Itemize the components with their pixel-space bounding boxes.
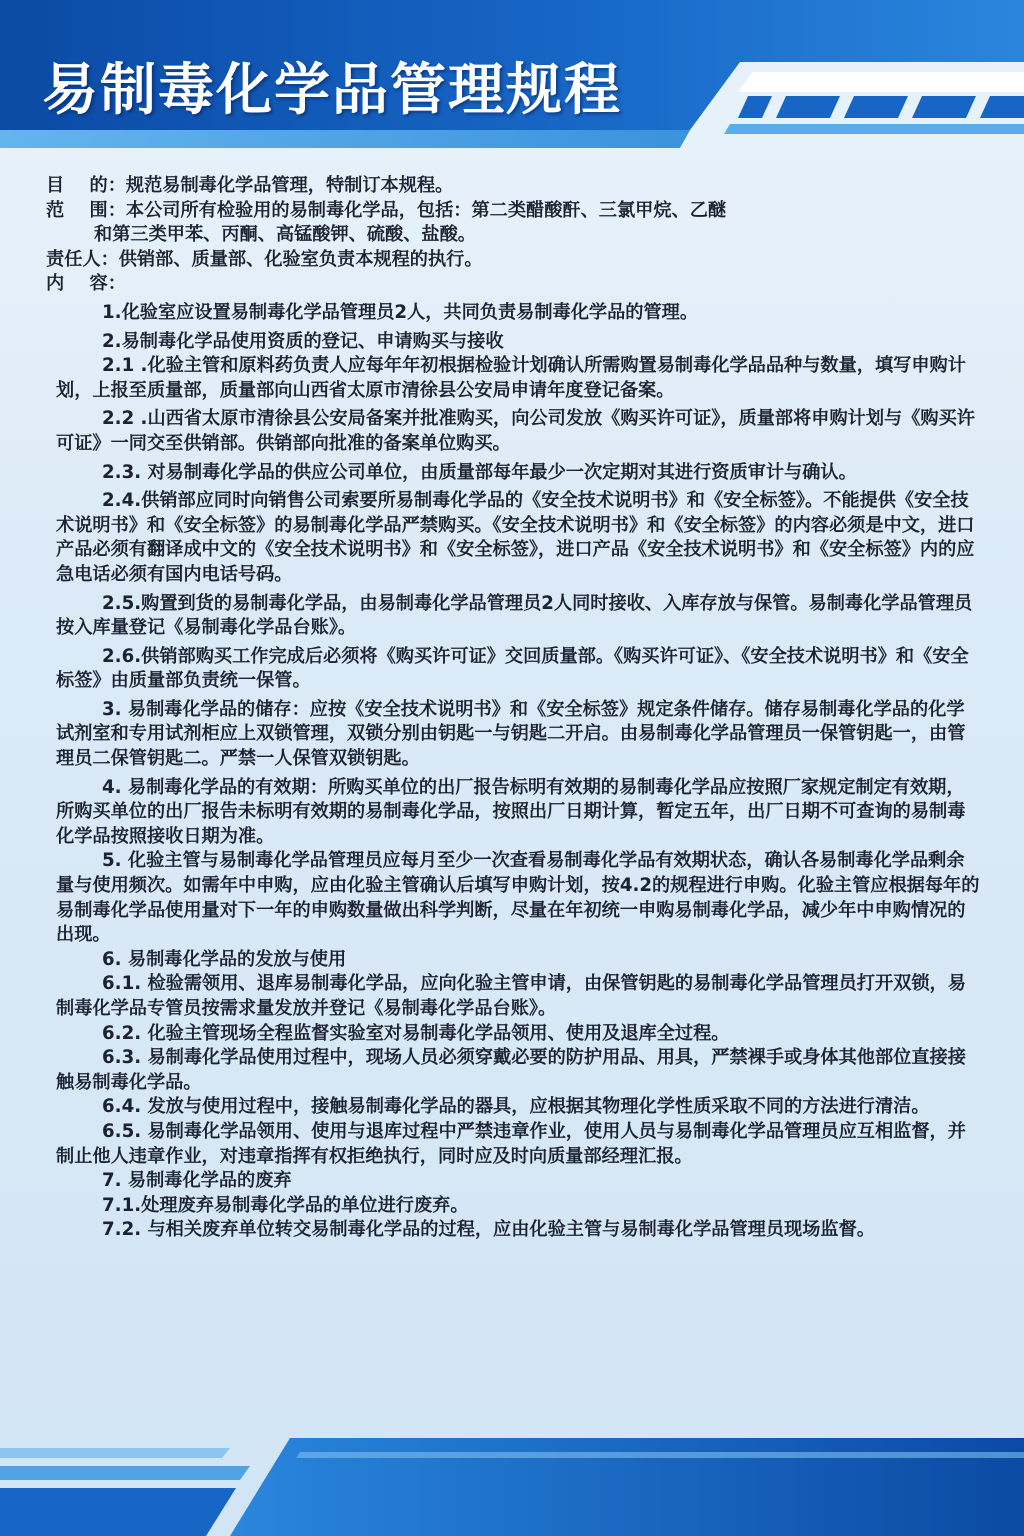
owner-text: 供销部、质量部、化验室负责本规程的执行。 bbox=[118, 248, 483, 270]
scope-label: 范 围： bbox=[46, 199, 126, 221]
paragraph-7-2: 7.2. 与相关废弃单位转交易制毒化学品的过程，应由化验主管与易制毒化学品管理员现场监督。 bbox=[102, 1219, 875, 1241]
header-banner bbox=[0, 0, 1024, 160]
paragraph-3: 3. 易制毒化学品的储存：应按《安全技术说明书》和《安全标签》规定条件储存。储存易制毒化学品的化学试剂室和专用试剂柜应上双锁管理，双锁分别由钥匙一与钥匙二开启。由易制毒化学品管理员一保管钥匙一，由管理员二保管钥匙二。严禁一人保管双锁钥匙。 bbox=[56, 698, 966, 770]
paragraph-6-1: 6.1. 检验需领用、退库易制毒化学品，应向化验主管申请，由保管钥匙的易制毒化学品管理员打开双锁，易制毒化学品专管员按需求量发放并登记《易制毒化学品台账》。 bbox=[56, 973, 966, 1019]
paragraph-6-3: 6.3. 易制毒化学品使用过程中，现场人员必须穿戴必要的防护用品、用具，严禁裸手或身体其他部位直接接触易制毒化学品。 bbox=[56, 1047, 966, 1093]
paragraph-2-3: 2.3. 对易制毒化学品的供应公司单位，由质量部每年最少一次定期对其进行资质审计与确认。 bbox=[102, 461, 857, 483]
paragraph-5: 5. 化验主管与易制毒化学品管理员应每月至少一次查看易制毒化学品有效期状态，确认各易制毒化学品剩余量与使用频次。如需年中申购，应由化验主管确认后填写申购计划，按4.2的规程进行申购。化验主管应根据每年的易制毒化学品使用量对下一年的申购数量做出科学判断，尽量在年初统一申购易制毒化学品，减少年中申购情况的出现。 bbox=[56, 850, 980, 946]
scope-line bbox=[46, 199, 982, 224]
paragraph-6-2: 6.2. 化验主管现场全程监督实验室对易制毒化学品领用、使用及退库全过程。 bbox=[102, 1022, 730, 1044]
content-label: 内 容： bbox=[46, 273, 126, 295]
paragraph-6-4: 6.4. 发放与使用过程中，接触易制毒化学品的器具，应根据其物理化学性质采取不同的方法进行清洁。 bbox=[102, 1096, 930, 1118]
regulation-body bbox=[46, 174, 982, 1243]
paragraph-2: 2.易制毒化学品使用资质的登记、申请购买与接收 bbox=[102, 330, 504, 352]
purpose-text: 规范易制毒化学品管理，特制订本规程。 bbox=[125, 175, 454, 196]
paragraph-7-1: 7.1.处理废弃易制毒化学品的单位进行废弃。 bbox=[102, 1194, 469, 1216]
paragraph-7: 7. 易制毒化学品的废弃 bbox=[102, 1170, 292, 1192]
scope-text: 本公司所有检验用的易制毒化学品，包括：第二类醋酸酐、三氯甲烷、乙醚 bbox=[125, 199, 727, 221]
owner-line bbox=[46, 248, 982, 273]
paragraph-6-5: 6.5. 易制毒化学品领用、使用与退库过程中严禁违章作业，使用人员与易制毒化学品管理员应互相监督，并制止他人违章作业，对违章指挥有权拒绝执行，同时应及时向质量部经理汇报。 bbox=[56, 1120, 966, 1167]
paragraph-2-1: 2.1 .化验主管和原料药负责人应每年年初根据检验计划确认所需购置易制毒化学品品种与数量，填写申购计划，上报至质量部，质量部向山西省太原市清徐县公安局申请年度登记备案。 bbox=[56, 355, 966, 401]
purpose-label: 目 的： bbox=[46, 175, 126, 196]
paragraph-1: 1.化验室应设置易制毒化学品管理员2人，共同负责易制毒化学品的管理。 bbox=[102, 301, 699, 323]
page-title: 易制毒化学品管理规程 bbox=[42, 58, 622, 123]
paragraph-2-6: 2.6.供销部购买工作完成后必须将《购买许可证》交回质量部。《购买许可证》、《安全技术说明书》和《安全标签》由质量部负责统一保管。 bbox=[56, 645, 969, 692]
paragraph-2-5: 2.5.购置到货的易制毒化学品，由易制毒化学品管理员2人同时接收、入库存放与保管。易制毒化学品管理员按入库量登记《易制毒化学品台账》。 bbox=[56, 592, 973, 639]
purpose-line bbox=[46, 174, 982, 199]
footer-banner bbox=[0, 1418, 1024, 1536]
footer-background bbox=[0, 1418, 1024, 1536]
owner-label: 责任人： bbox=[46, 248, 119, 270]
paragraph-4: 4. 易制毒化学品的有效期：所购买单位的出厂报告标明有效期的易制毒化学品应按照厂家规定制定有效期，所购买单位的出厂报告未标明有效期的易制毒化学品，按照出厂日期计算，暂定五年，出厂日期不可查询的易制毒化学品按照接收日期为准。 bbox=[56, 776, 966, 847]
paragraph-6: 6. 易制毒化学品的发放与使用 bbox=[102, 948, 347, 970]
scope-text-continued: 和第三类甲苯、丙酮、高锰酸钾、硫酸、盐酸。 bbox=[94, 224, 476, 246]
paragraph-2-2: 2.2 .山西省太原市清徐县公安局备案并批准购买，向公司发放《购买许可证》，质量部将申购计划与《购买许可证》一同交至供销部。供销部向批准的备案单位购买。 bbox=[56, 408, 975, 454]
paragraph-2-4: 2.4.供销部应同时向销售公司索要所易制毒化学品的《安全技术说明书》和《安全标签》。不能提供《安全技术说明书》和《安全标签》的易制毒化学品严禁购买。《安全技术说明书》和《安全标签》的内容必须是中文，进口产品必须有翻译成中文的《安全技术说明书》和《安全标签》，进口产品《安全技术说明书》和《安全标签》内的应急电话必须有国内电话号码。 bbox=[56, 490, 975, 585]
